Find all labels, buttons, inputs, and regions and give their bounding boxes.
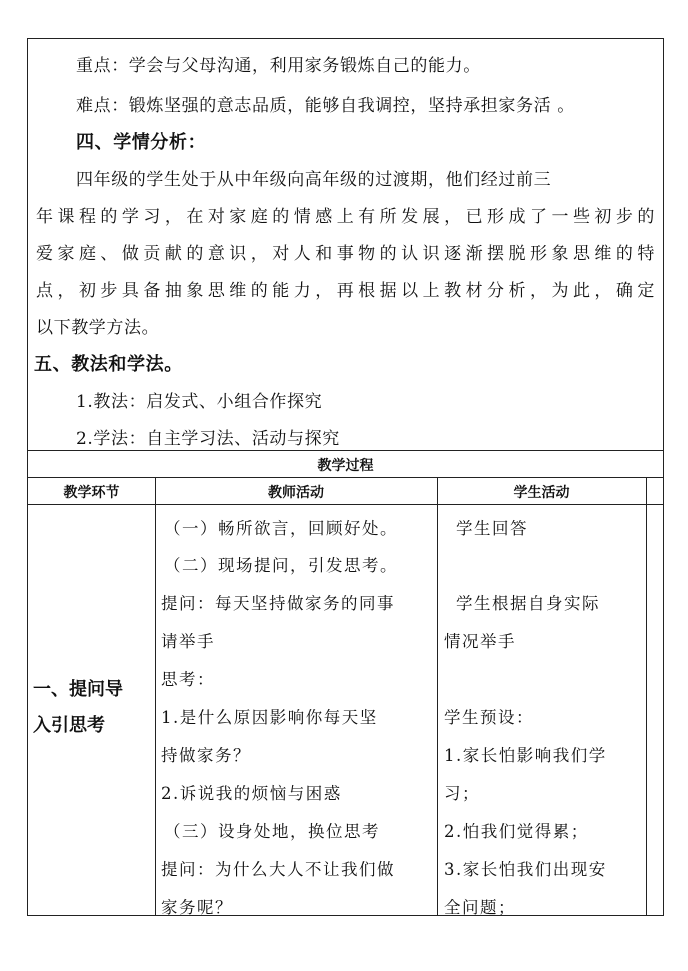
teacher-line-5: 思考：: [161, 670, 215, 689]
stage-label-line-1: 一、提问导: [33, 679, 123, 700]
analysis-line-5: 以下教学方法。: [36, 318, 160, 338]
student-line-6: 习；: [444, 784, 480, 803]
section-5-heading: 五、教法和学法。: [34, 354, 183, 375]
student-line-4: 学生预设：: [444, 708, 534, 727]
header-stage: 教学环节: [63, 485, 120, 501]
table-title-divider: [28, 477, 663, 478]
teaching-method-line: 1.教法：启发式、小组合作探究: [76, 392, 323, 412]
teacher-line-10: 提问：为什么大人不让我们做: [161, 860, 395, 879]
teacher-line-4: 请举手: [161, 632, 215, 651]
teacher-line-8: 2.诉说我的烦恼与困惑: [161, 784, 342, 803]
table-top-border: [28, 450, 663, 451]
teacher-line-2: （二）现场提问，引发思考。: [164, 556, 398, 575]
lesson-plan-text-section: [28, 39, 663, 450]
key-point-line: 重点：学会与父母沟通，利用家务锻炼自己的能力。: [76, 56, 481, 76]
analysis-line-3: 爱家庭、做贡献的意识，对人和事物的认识逐渐摆脱形象思维的特: [36, 244, 655, 264]
teacher-line-3: 提问：每天坚持做家务的同事: [161, 594, 395, 613]
student-line-3: 情况举手: [444, 632, 516, 651]
teacher-line-11: 家务呢？: [161, 898, 233, 917]
section-4-heading: 四、学情分析：: [76, 132, 207, 153]
teacher-line-7: 持做家务？: [161, 746, 251, 765]
column-divider-3: [646, 477, 647, 915]
analysis-line-2: 年课程的学习，在对家庭的情感上有所发展，已形成了一些初步的: [36, 207, 655, 227]
learning-method-line: 2.学法：自主学习法、活动与探究: [76, 429, 340, 449]
stage-label: [33, 672, 123, 744]
student-line-5: 1.家长怕影响我们学: [444, 746, 607, 765]
header-student-activity: 学生活动: [513, 485, 570, 501]
column-divider-2: [437, 477, 438, 915]
student-line-9: 全问题；: [444, 898, 516, 917]
student-line-8: 3.家长怕我们出现安: [444, 860, 607, 879]
student-line-7: 2.怕我们觉得累；: [444, 822, 589, 841]
header-teacher-activity: 教师活动: [268, 485, 324, 501]
difficult-point-line: 难点：锻炼坚强的意志品质，能够自我调控，坚持承担家务活 。: [76, 96, 575, 116]
analysis-line-1: 四年级的学生处于从中年级向高年级的过渡期，他们经过前三: [76, 170, 552, 190]
table-header-divider: [28, 504, 663, 505]
analysis-line-4: 点，初步具备抽象思维的能力，再根据以上教材分析，为此，确定: [36, 281, 655, 301]
stage-label-line-2: 入引思考: [33, 715, 105, 736]
teacher-line-6: 1.是什么原因影响你每天坚: [161, 708, 378, 727]
teacher-line-1: （一）畅所欲言，回顾好处。: [164, 519, 398, 538]
column-divider-1: [155, 477, 156, 915]
teacher-line-9: （三）设身处地，换位思考: [164, 822, 380, 841]
document-page: [27, 38, 664, 916]
student-line-2: 学生根据自身实际: [456, 594, 600, 613]
student-line-1: 学生回答: [456, 519, 528, 538]
table-title: 教学过程: [317, 458, 374, 474]
